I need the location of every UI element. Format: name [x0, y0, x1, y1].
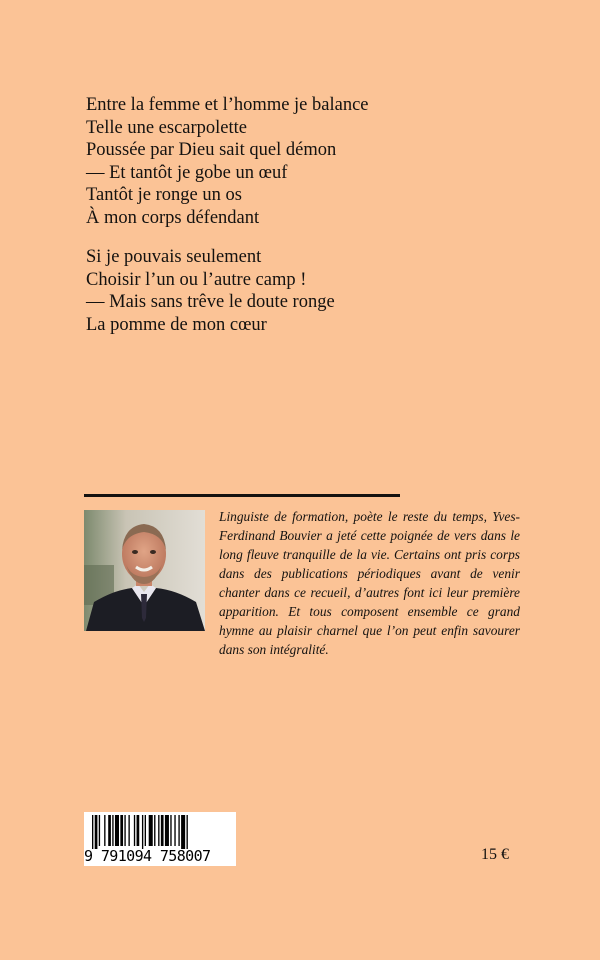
barcode	[84, 812, 236, 866]
price: 15 €	[481, 846, 509, 863]
poem-line: Tantôt je ronge un os	[86, 185, 242, 205]
isbn-number: 9 791094 758007	[84, 847, 211, 865]
poem-stanza-1	[86, 94, 369, 229]
divider-rule	[84, 494, 400, 497]
poem-line: Entre la femme et l’homme je balance	[86, 95, 369, 115]
poem-line: À mon corps défendant	[86, 207, 260, 228]
author-bio: Linguiste de formation, poète le reste du temps, Yves-Ferdinand Bouvier a jeté cette poignée de vers dans le long fleuve tranquille de la vie. Certains ont pris corps dans des publications périodiques avant de venir chanter dans ce recueil, d’autres font ici leur première apparition. Et tous composent ensemble ce grand hymne au plaisir charnel que l’on peut enfin savourer dans son intégralité.	[219, 509, 520, 657]
poem-line: Poussée par Dieu sait quel démon	[86, 140, 337, 160]
poem-stanza-2	[86, 246, 369, 336]
poem-line: La pomme de mon cœur	[86, 314, 267, 335]
poem-line: Si je pouvais seulement	[86, 247, 262, 267]
poem-line: Choisir l’un ou l’autre camp !	[86, 269, 307, 290]
author-portrait-icon	[84, 510, 205, 631]
poem	[86, 94, 369, 353]
poem-line: — Mais sans trêve le doute ronge	[86, 292, 335, 312]
author-photo	[84, 510, 205, 631]
poem-line: Telle une escarpolette	[86, 117, 248, 138]
barcode-bars	[86, 815, 234, 849]
poem-line: — Et tantôt je gobe un œuf	[86, 162, 288, 183]
